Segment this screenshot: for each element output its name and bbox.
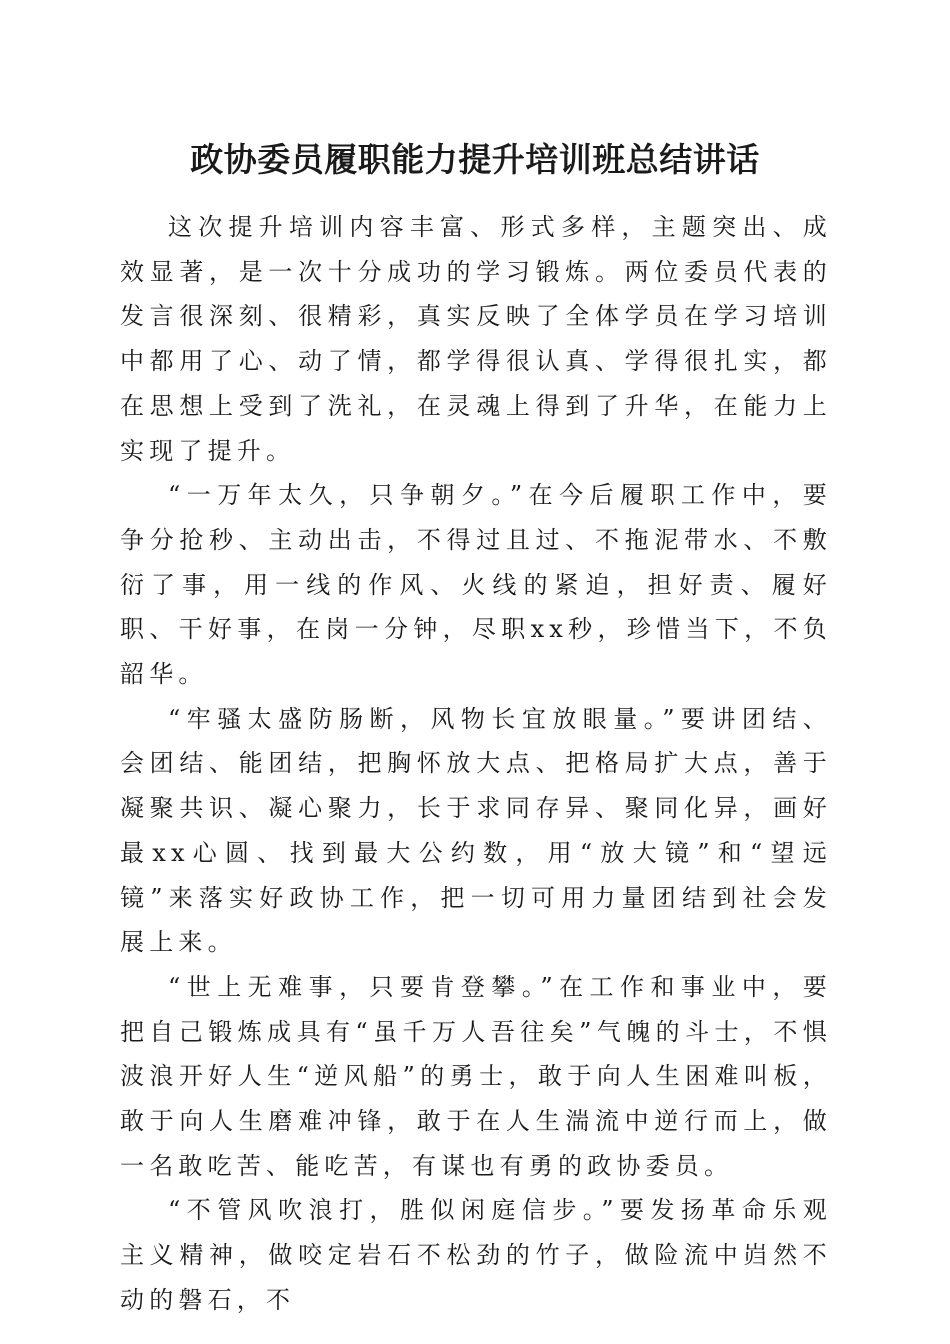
paragraph-1: 这次提升培训内容丰富、形式多样，主题突出、成效显著，是一次十分成功的学习锻炼。两位委员代表的发言很深刻、很精彩，真实反映了全体学员在学习培训中都用了心、动了情，都学得很认真、学得很扎实，都在思想上受到了洗礼，在灵魂上得到了升华，在能力上实现了提升。	[120, 213, 832, 465]
paragraph-4: “世上无难事，只要肯登攀。”在工作和事业中，要把自己锻炼成具有“虽千万人吾往矣”气魄的斗士，不惧波浪开好人生“逆风船”的勇士，敢于向人生困难叫板，敢于向人生磨难冲锋，敢于在人生湍流中逆行而上，做一名敢吃苦、能吃苦，有谋也有勇的政协委员。	[120, 972, 832, 1180]
paragraph-5: “不管风吹浪打，胜似闲庭信步。”要发扬革命乐观主义精神，做咬定岩石不松劲的竹子，做险流中岿然不动的磐石，不	[120, 1196, 832, 1314]
document-body	[120, 205, 832, 1323]
document-title: 政协委员履职能力提升培训班总结讲话	[190, 140, 760, 179]
paragraph-3: “牢骚太盛防肠断，风物长宜放眼量。”要讲团结、会团结、能团结，把胸怀放大点、把格局扩大点，善于凝聚共识、凝心聚力，长于求同存异、聚同化异，画好最xx心圆、找到最大公约数，用“放大镜”和“望远镜”来落实好政协工作，把一切可用力量团结到社会发展上来。	[120, 704, 832, 957]
paragraph-2: “一万年太久，只争朝夕。”在今后履职工作中，要争分抢秒、主动出击，不得过且过、不拖泥带水、不敷衍了事，用一线的作风、火线的紧迫，担好责、履好职、干好事，在岗一分钟，尽职xx秒，珍惜当下，不负韶华。	[120, 481, 832, 689]
